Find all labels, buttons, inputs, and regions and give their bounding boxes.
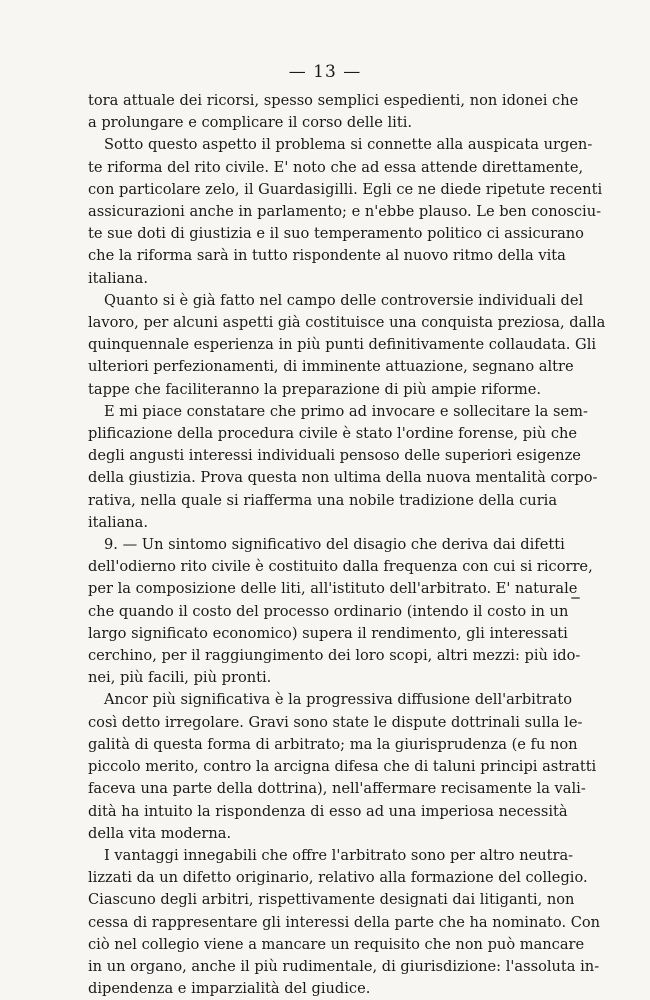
text-line: dità ha intuito la rispondenza di esso ad una imperiosa necessità xyxy=(88,802,568,820)
text-line: E mi piace constatare che primo ad invocare e sollecitare la sem- xyxy=(104,402,588,420)
text-line: assicurazioni anche in parlamento; e n'ebbe plauso. Le ben conosciu- xyxy=(88,203,602,221)
text-line: plificazione della procedura civile è stato l'ordine forense, più che xyxy=(88,425,578,443)
paragraph xyxy=(88,534,593,689)
text-line: dipendenza e imparzialità del giudice. xyxy=(88,980,371,998)
text-line: faceva una parte della dottrina), nell'affermare recisamente la vali- xyxy=(88,780,586,798)
paragraph xyxy=(88,290,606,401)
paragraph xyxy=(88,134,603,289)
text-line: Sotto questo aspetto il problema si connette alla auspicata urgen- xyxy=(104,136,593,154)
text-line: che la riforma sarà in tutto rispondente al nuovo ritmo della vita xyxy=(88,247,566,265)
text-line: Quanto si è già fatto nel campo delle controversie individuali del xyxy=(104,291,584,309)
text-line: italiana. xyxy=(88,513,149,531)
text-line: in un organo, anche il più rudimentale, di giurisdizione: l'assoluta in- xyxy=(88,957,600,975)
text-line: per la composizione delle liti, all'istituto dell'arbitrato. E' naturale xyxy=(88,580,578,598)
text-line: ulteriori perfezionamenti, di imminente attuazione, segnano altre xyxy=(88,358,574,376)
text-line: della giustizia. Prova questa non ultima della nuova mentalità corpo- xyxy=(88,469,598,487)
text-line: cerchino, per il raggiungimento dei loro scopi, altri mezzi: più ido- xyxy=(88,647,581,665)
text-line: te riforma del rito civile. E' noto che ad essa attende direttamente, xyxy=(88,158,584,176)
text-line: ciò nel collegio viene a mancare un requisito che non può mancare xyxy=(88,935,585,953)
text-line: cessa di rappresentare gli interessi della parte che ha nominato. Con xyxy=(88,913,601,931)
paragraph xyxy=(88,845,601,1000)
text-line: largo significato economico) supera il rendimento, gli interessati xyxy=(88,624,568,642)
text-line: galità di questa forma di arbitrato; ma la giurisprudenza (e fu non xyxy=(88,735,578,753)
paragraph xyxy=(88,689,597,844)
text-line: a prolungare e complicare il corso delle liti. xyxy=(88,114,412,132)
text-line: te sue doti di giustizia e il suo temperamento politico ci assicurano xyxy=(88,225,584,243)
text-line: della vita moderna. xyxy=(88,824,232,842)
text-line: quinquennale esperienza in più punti definitivamente collaudata. Gli xyxy=(88,336,597,354)
text-line: tappe che faciliteranno la preparazione di più ampie riforme. xyxy=(88,380,541,398)
text-line: tora attuale dei ricorsi, spesso semplici espedienti, non idonei che xyxy=(88,92,579,109)
text-line: dell'odierno rito civile è costituito dalla frequenza con cui si ricorre, xyxy=(88,558,593,576)
text-line: con particolare zelo, il Guardasigilli. Egli ce ne diede ripetute recenti xyxy=(88,180,603,198)
text-line: così detto irregolare. Gravi sono state le dispute dottrinali sulla le- xyxy=(88,713,583,731)
paragraph xyxy=(88,401,598,534)
text-line: rativa, nella quale si riafferma una nobile tradizione della curia xyxy=(88,491,558,509)
text-line: lizzati da un difetto originario, relativo alla formazione del collegio. xyxy=(88,869,588,887)
text-line: 9. — Un sintomo significativo del disagio che deriva dai difetti xyxy=(104,536,565,554)
scan-speck xyxy=(571,597,580,599)
text-line: piccolo merito, contro la arcigna difesa che di taluni principi astratti xyxy=(88,758,597,776)
text-line: Ciascuno degli arbitri, rispettivamente designati dai litiganti, non xyxy=(88,891,575,909)
paragraph xyxy=(88,90,579,134)
body-text xyxy=(88,90,606,1000)
text-line: italiana. xyxy=(88,269,149,287)
text-line: I vantaggi innegabili che offre l'arbitrato sono per altro neutra- xyxy=(104,846,574,864)
text-line: degli angusti interessi individuali pensoso delle superiori esigenze xyxy=(88,447,581,465)
text-line: nei, più facili, più pronti. xyxy=(88,669,272,687)
text-line: che quando il costo del processo ordinario (intendo il costo in un xyxy=(88,602,569,620)
text-line: Ancor più significativa è la progressiva diffusione dell'arbitrato xyxy=(104,691,573,709)
text-line: lavoro, per alcuni aspetti già costituisce una conquista preziosa, dalla xyxy=(88,314,606,332)
page-number: — 13 — xyxy=(288,62,362,82)
